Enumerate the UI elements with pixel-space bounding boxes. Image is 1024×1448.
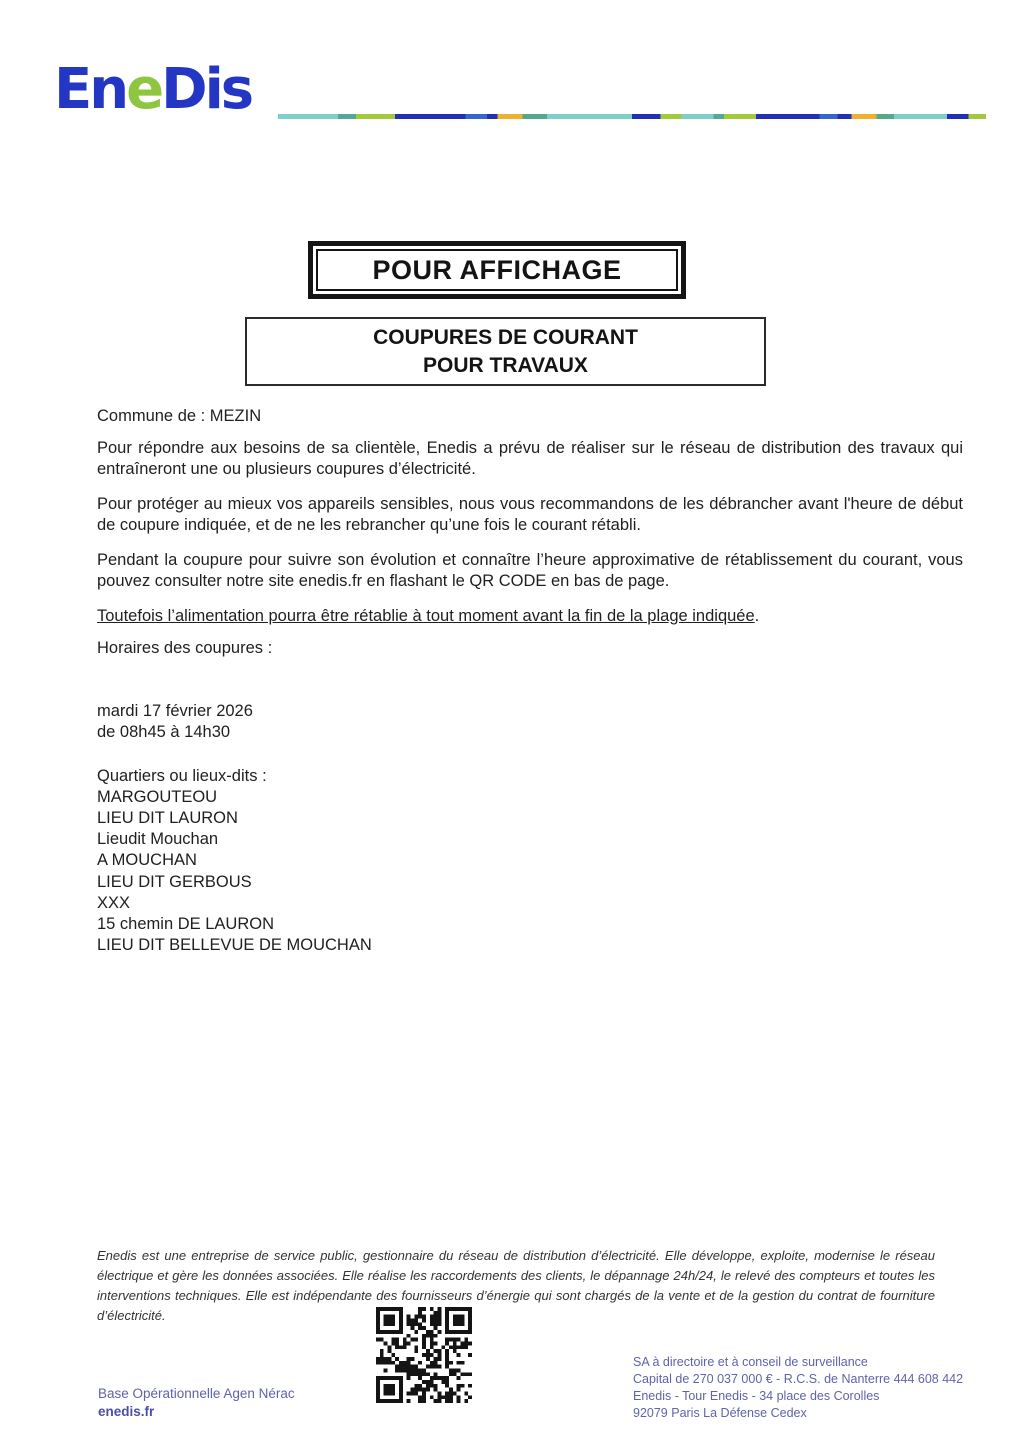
qr-code-svg <box>376 1307 472 1403</box>
advice-paragraph: Pour protéger au mieux vos appareils sensibles, nous vous recommandons de les débrancher avant l'heure de début de coupure indiquée, et de ne les rebrancher qu’une fois le courant rétabli. <box>97 494 963 534</box>
affichage-banner-inner <box>316 249 678 291</box>
brand-divider <box>278 114 986 119</box>
affichage-banner <box>308 241 686 299</box>
enedis-logo <box>54 57 252 122</box>
list-item: XXX <box>97 893 131 912</box>
districts-block <box>97 766 963 957</box>
logo-text-middle: e <box>126 57 162 122</box>
list-item: LIEU DIT GERBOUS <box>97 872 252 891</box>
schedule-time: de 08h45 à 14h30 <box>97 723 231 741</box>
restore-warning-period: . <box>754 606 760 625</box>
notice-title-box <box>245 317 766 386</box>
enedis-site-label: enedis.fr <box>98 1404 155 1419</box>
list-item: MARGOUTEOU <box>97 787 218 806</box>
logo-text-right: Dis <box>161 57 252 122</box>
schedule-label: Horaires des coupures : <box>97 639 273 657</box>
list-item: 15 chemin DE LAURON <box>97 914 274 933</box>
company-description: Enedis est une entreprise de service public, gestionnaire du réseau de distribution d’électricité. Elle développe, exploite, modernise le réseau électrique et gère les données associées. Elle réalise les raccordements des clients, le dépannage 24h/24, le relevé des compteurs et toutes les interventions techniques. Elle est indépendante des fournisseurs d’énergie qui sont chargés de la vente et de la gestion du contrat de fourniture d’électricité. <box>97 1248 935 1323</box>
commune-line: Commune de : MEZIN <box>97 407 262 425</box>
footer-left-block <box>98 1385 295 1421</box>
qr-code-icon <box>376 1307 472 1403</box>
schedule-block <box>97 701 963 744</box>
schedule-date: mardi 17 février 2026 <box>97 701 253 720</box>
qrcode-paragraph: Pendant la coupure pour suivre son évolution et connaître l’heure approximative de rétablissement du courant, vous pouvez consulter notre site enedis.fr en flashant le QR CODE en bas de page. <box>97 550 963 590</box>
legal-line: 92079 Paris La Défense Cedex <box>633 1406 807 1420</box>
districts-label: Quartiers ou lieux-dits : <box>97 766 267 785</box>
operational-base: Base Opérationnelle Agen Nérac <box>98 1386 295 1401</box>
intro-paragraph: Pour répondre aux besoins de sa clientèle, Enedis a prévu de réaliser sur le réseau de distribution des travaux qui entraîneront une ou plusieurs coupures d’électricité. <box>97 438 963 478</box>
list-item: A MOUCHAN <box>97 851 197 870</box>
legal-line: Capital de 270 037 000 € - R.C.S. de Nanterre 444 608 442 <box>633 1372 964 1386</box>
notice-body <box>97 406 963 956</box>
notice-title-line1: COUPURES DE COURANT <box>373 325 638 349</box>
affichage-title: POUR AFFICHAGE <box>372 254 622 285</box>
restore-warning-text: Toutefois l’alimentation pourra être rétablie à tout moment avant la fin de la plage indiquée <box>97 606 755 625</box>
list-item: LIEU DIT BELLEVUE DE MOUCHAN <box>97 936 372 955</box>
footer-legal-block <box>633 1354 963 1422</box>
logo-text-left: En <box>54 57 127 122</box>
restore-warning <box>97 606 963 628</box>
list-item: Lieudit Mouchan <box>97 830 219 849</box>
notice-title-line2: POUR TRAVAUX <box>423 353 588 377</box>
list-item: LIEU DIT LAURON <box>97 808 238 827</box>
legal-line: SA à directoire et à conseil de surveillance <box>633 1355 868 1369</box>
legal-line: Enedis - Tour Enedis - 34 place des Corolles <box>633 1389 880 1403</box>
